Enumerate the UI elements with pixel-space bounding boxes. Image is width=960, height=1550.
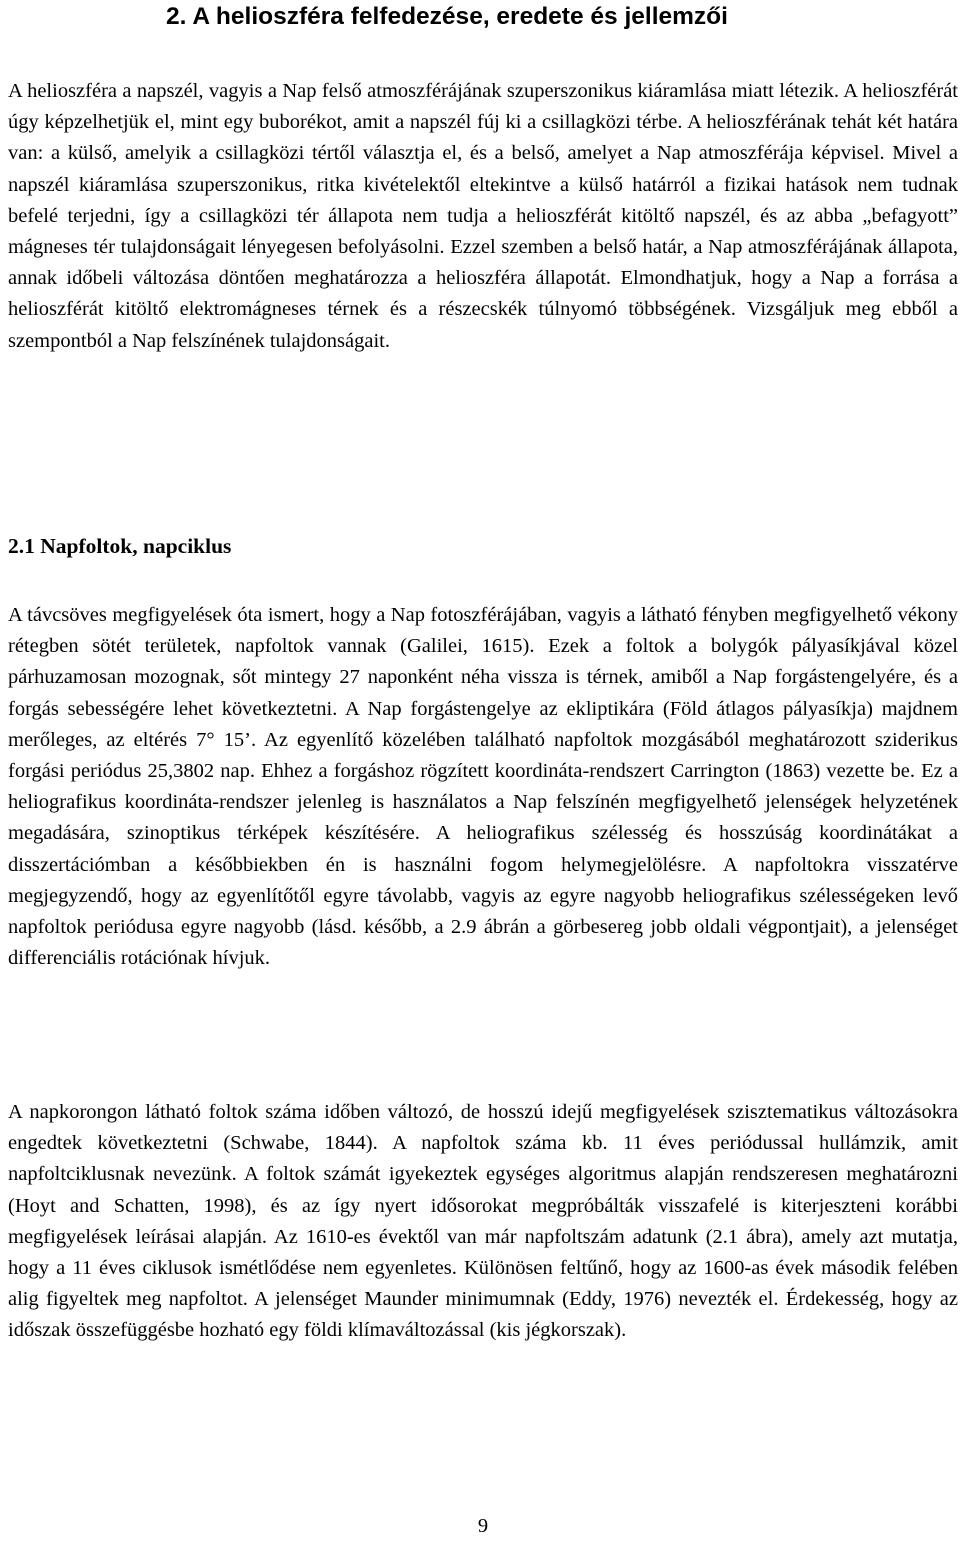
section-paragraph-2: A napkorongon látható foltok száma időben változó, de hosszú idejű megfigyelések szisztematikus változásokra engedtek következtetni (Schwabe, 1844). A napfoltok száma kb. 11 éves periódussal hullámzik, amit napfoltciklusnak nevezünk. A foltok számát igyekeztek egységes algoritmus alapján rendszeresen meghatározni (Hoyt and Schatten, 1998), és az így nyert idősorokat megpróbálták visszafelé is kiterjeszteni korábbi megfigyelések leírásai alapján. Az 1610-es évektől van már napfoltszám adatunk (2.1 ábra), amely azt mutatja, hogy a 11 éves ciklusok ismétlődése nem egyenletes. Különösen feltűnő, hogy az 1600-as évek második felében alig figyeltek meg napfoltot. A jelenséget Maunder minimumnak (Eddy, 1976) nevezték el. Érdekesség, hogy az időszak összefüggésbe hozható egy földi klímaváltozással (kis jégkorszak). bbox=[8, 1101, 958, 1342]
intro-paragraph: A helioszféra a napszél, vagyis a Nap felső atmoszférájának szuperszonikus kiáramlása miatt létezik. A helioszférát úgy képzelhetjük el, mint egy buborékot, amit a napszél fúj ki a csillagközi térbe. A helioszférának tehát két határa van: a külső, amelyik a csillagközi tértől választja el, és a belső, amelyet a Nap atmoszférája képvisel. Mivel a napszél kiáramlása szuperszonikus, ritka kivételektől eltekintve a külső határról a fizikai hatások nem tudnak befelé terjedni, így a csillagközi tér állapota nem tudja a helioszférát kitöltő napszél, és az abba „befagyott” mágneses tér tulajdonságait lényegesen befolyásolni. Ezzel szemben a belső határ, a Nap atmoszférájának állapota, annak időbeli változása döntően meghatározza a helioszféra állapotát. Elmondhatjuk, hogy a Nap a forrása a helioszférát kitöltő elektromágneses térnek és a részecskék túlnyomó többségének. Vizsgáljuk meg ebből a szempontból a Nap felszínének tulajdonságait. bbox=[8, 80, 958, 352]
document-page bbox=[8, 0, 958, 1550]
chapter-title: 2. A helioszféra felfedezése, eredete és jellemzői bbox=[166, 3, 728, 30]
section-paragraph-1: A távcsöves megfigyelések óta ismert, hogy a Nap fotoszférájában, vagyis a látható fényben megfigyelhető vékony rétegben sötét területek, napfoltok vannak (Galilei, 1615). Ezek a foltok a bolygók pályasíkjával közel párhuzamosan mozognak, sőt mintegy 27 naponként néha vissza is térnek, amiből a Nap forgástengelyére, és a forgás sebességére lehet következtetni. A Nap forgástengelye az ekliptikára (Föld átlagos pályasíkja) majdnem merőleges, az eltérés 7° 15’. Az egyenlítő közelében található napfoltok mozgásából meghatározott sziderikus forgási periódus 25,3802 nap. Ehhez a forgáshoz rögzített koordináta-rendszert Carrington (1863) vezette be. Ez a heliografikus koordináta-rendszer jelenleg is használatos a Nap felszínén megfigyelhető jelenségek helyzetének megadására, szinoptikus térképek készítésére. A heliografikus szélesség és hosszúság koordinátákat a disszertációmban a későbbiekben én is használni fogom helymegjelölésre. A napfoltokra visszatérve megjegyzendő, hogy az egyenlítőtől egyre távolabb, vagyis az egyre nagyobb heliografikus szélességeken levő napfoltok periódusa egyre nagyobb (lásd. később, a 2.9 ábrán a görbesereg jobb oldali végpontjait), a jelenséget differenciális rotációnak hívjuk. bbox=[8, 604, 958, 970]
section-heading: 2.1 Napfoltok, napciklus bbox=[8, 534, 232, 558]
page-number: 9 bbox=[477, 1515, 489, 1537]
